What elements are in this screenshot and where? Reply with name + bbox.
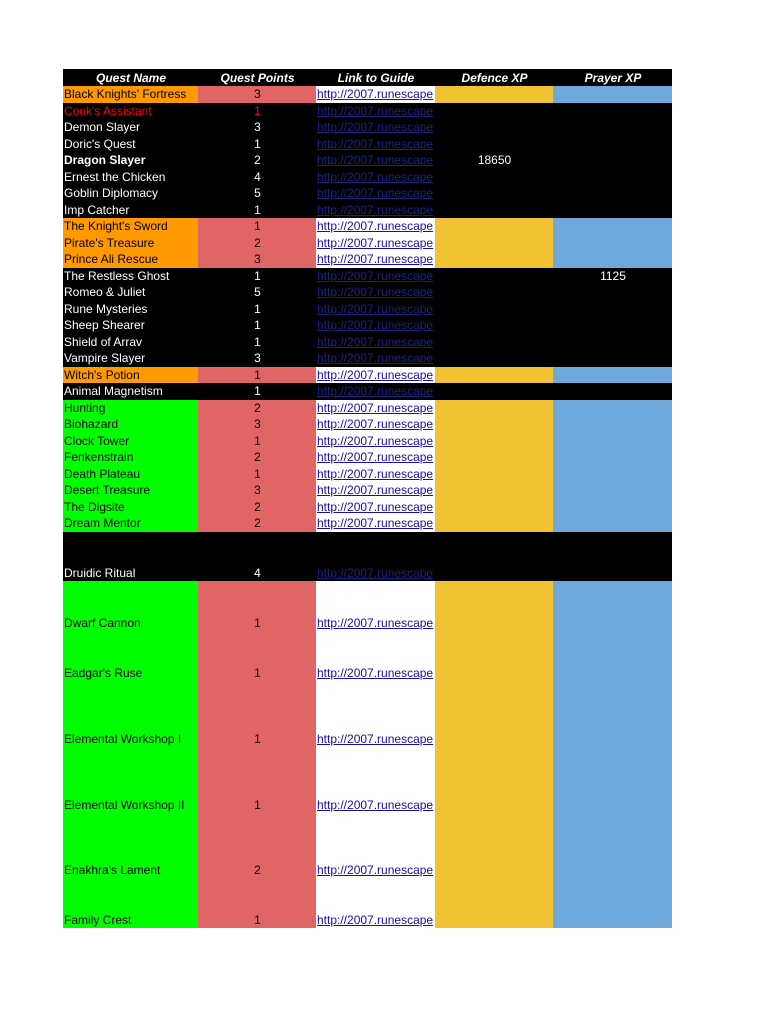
quest-points-cell: 5 bbox=[198, 284, 316, 301]
prayer-xp-cell bbox=[553, 400, 672, 417]
guide-link-cell[interactable] bbox=[316, 631, 435, 681]
table-row bbox=[63, 185, 672, 202]
prayer-xp-cell bbox=[553, 301, 672, 318]
guide-link[interactable]: http://2007.runescape bbox=[317, 433, 434, 448]
quest-name-cell: Death Plateau bbox=[63, 466, 198, 483]
header-link-to-guide: Link to Guide bbox=[316, 69, 435, 86]
guide-link-cell[interactable] bbox=[316, 747, 435, 813]
table-row bbox=[63, 532, 672, 581]
guide-link[interactable]: http://2007.runescape bbox=[317, 516, 434, 531]
defence-xp-cell bbox=[435, 136, 553, 153]
guide-link[interactable]: http://2007.runescape bbox=[317, 235, 434, 250]
table-row bbox=[63, 466, 672, 483]
quest-points-cell: 3 bbox=[198, 119, 316, 136]
defence-xp-cell bbox=[435, 367, 553, 384]
guide-link-cell[interactable] bbox=[316, 119, 435, 136]
quest-points-cell: 4 bbox=[198, 169, 316, 186]
quest-points-cell: 3 bbox=[198, 86, 316, 103]
guide-link[interactable]: http://2007.runescape bbox=[317, 252, 434, 267]
table-row bbox=[63, 416, 672, 433]
table-row bbox=[63, 631, 672, 681]
guide-link[interactable]: http://2007.runescape bbox=[317, 186, 434, 201]
guide-link-cell[interactable] bbox=[316, 416, 435, 433]
defence-xp-cell bbox=[435, 235, 553, 252]
quest-points-cell: 3 bbox=[198, 416, 316, 433]
prayer-xp-cell bbox=[553, 416, 672, 433]
quest-points-cell: 1 bbox=[198, 268, 316, 285]
quest-points-cell: 1 bbox=[198, 681, 316, 747]
guide-link-cell[interactable] bbox=[316, 878, 435, 928]
table-row bbox=[63, 103, 672, 120]
table-row bbox=[63, 334, 672, 351]
quest-points-cell: 3 bbox=[198, 482, 316, 499]
prayer-xp-cell bbox=[553, 482, 672, 499]
guide-link-cell[interactable] bbox=[316, 383, 435, 400]
quest-name-cell: Rune Mysteries bbox=[63, 301, 198, 318]
quest-name-cell: The Restless Ghost bbox=[63, 268, 198, 285]
quest-points-cell: 1 bbox=[198, 581, 316, 631]
prayer-xp-cell bbox=[553, 681, 672, 747]
guide-link-cell[interactable] bbox=[316, 581, 435, 631]
prayer-xp-cell bbox=[553, 202, 672, 219]
guide-link-cell[interactable] bbox=[316, 515, 435, 532]
defence-xp-cell bbox=[435, 383, 553, 400]
quest-points-cell: 2 bbox=[198, 235, 316, 252]
quest-name-cell: Family Crest bbox=[63, 878, 198, 928]
defence-xp-cell bbox=[435, 251, 553, 268]
quest-name-cell: Animal Magnetism bbox=[63, 383, 198, 400]
quest-name-cell: Witch's Potion bbox=[63, 367, 198, 384]
quest-points-cell: 4 bbox=[198, 532, 316, 581]
prayer-xp-cell bbox=[553, 334, 672, 351]
guide-link-cell[interactable] bbox=[316, 482, 435, 499]
quest-points-cell: 1 bbox=[198, 878, 316, 928]
quest-points-cell: 1 bbox=[198, 103, 316, 120]
defence-xp-cell bbox=[435, 581, 553, 631]
prayer-xp-cell bbox=[553, 383, 672, 400]
prayer-xp-cell bbox=[553, 86, 672, 103]
guide-link-cell[interactable] bbox=[316, 334, 435, 351]
guide-link[interactable]: http://2007.runescape bbox=[317, 87, 434, 102]
quest-name-cell: Black Knights' Fortress bbox=[63, 86, 198, 103]
guide-link-cell[interactable] bbox=[316, 268, 435, 285]
table-row bbox=[63, 268, 672, 285]
quest-points-cell: 1 bbox=[198, 383, 316, 400]
guide-link-cell[interactable] bbox=[316, 350, 435, 367]
prayer-xp-cell bbox=[553, 235, 672, 252]
quest-points-cell: 1 bbox=[198, 466, 316, 483]
guide-link-cell[interactable] bbox=[316, 532, 435, 581]
guide-link-cell[interactable] bbox=[316, 400, 435, 417]
prayer-xp-cell bbox=[553, 185, 672, 202]
guide-link[interactable]: http://2007.runescape bbox=[317, 483, 434, 498]
defence-xp-cell bbox=[435, 103, 553, 120]
quest-points-cell: 1 bbox=[198, 433, 316, 450]
quest-name-cell: The Digsite bbox=[63, 499, 198, 516]
table-row bbox=[63, 499, 672, 516]
quest-name-cell: Dwarf Cannon bbox=[63, 581, 198, 631]
guide-link[interactable]: http://2007.runescape bbox=[317, 466, 434, 481]
defence-xp-cell bbox=[435, 466, 553, 483]
table-row bbox=[63, 152, 672, 169]
guide-link-cell[interactable] bbox=[316, 202, 435, 219]
table-row bbox=[63, 581, 672, 631]
table-row bbox=[63, 515, 672, 532]
prayer-xp-cell bbox=[553, 152, 672, 169]
prayer-xp-cell bbox=[553, 136, 672, 153]
guide-link[interactable]: http://2007.runescape bbox=[317, 797, 434, 812]
defence-xp-cell bbox=[435, 86, 553, 103]
guide-link-cell[interactable] bbox=[316, 681, 435, 747]
header-defence-xp: Defence XP bbox=[435, 69, 553, 86]
defence-xp-cell bbox=[435, 334, 553, 351]
quest-points-cell: 1 bbox=[198, 367, 316, 384]
table-row bbox=[63, 301, 672, 318]
quest-points-cell: 1 bbox=[198, 218, 316, 235]
guide-link-cell[interactable] bbox=[316, 185, 435, 202]
quest-points-cell: 3 bbox=[198, 251, 316, 268]
quest-name-cell: Romeo & Juliet bbox=[63, 284, 198, 301]
guide-link-cell[interactable] bbox=[316, 86, 435, 103]
prayer-xp-cell bbox=[553, 218, 672, 235]
defence-xp-cell bbox=[435, 284, 553, 301]
quest-points-cell: 1 bbox=[198, 317, 316, 334]
quest-points-cell: 5 bbox=[198, 185, 316, 202]
quest-name-cell: Cook's Assistant bbox=[63, 103, 198, 120]
table-row bbox=[63, 383, 672, 400]
defence-xp-cell bbox=[435, 119, 553, 136]
quest-spreadsheet bbox=[63, 69, 672, 928]
quest-points-cell: 2 bbox=[198, 449, 316, 466]
guide-link-cell[interactable] bbox=[316, 301, 435, 318]
prayer-xp-cell bbox=[553, 499, 672, 516]
quest-name-cell: Elemental Workshop II bbox=[63, 747, 198, 813]
header-quest-points: Quest Points bbox=[198, 69, 316, 86]
table-row bbox=[63, 350, 672, 367]
defence-xp-cell bbox=[435, 169, 553, 186]
prayer-xp-cell bbox=[553, 317, 672, 334]
guide-link-cell[interactable] bbox=[316, 169, 435, 186]
guide-link-cell[interactable] bbox=[316, 367, 435, 384]
prayer-xp-cell bbox=[553, 169, 672, 186]
defence-xp-cell bbox=[435, 499, 553, 516]
prayer-xp-cell bbox=[553, 284, 672, 301]
guide-link[interactable]: http://2007.runescape bbox=[317, 351, 434, 366]
guide-link-cell[interactable] bbox=[316, 317, 435, 334]
defence-xp-cell bbox=[435, 416, 553, 433]
guide-link[interactable]: http://2007.runescape bbox=[317, 285, 434, 300]
quest-name-cell: Enakhra's Lament bbox=[63, 813, 198, 878]
guide-link-cell[interactable] bbox=[316, 218, 435, 235]
guide-link-cell[interactable] bbox=[316, 284, 435, 301]
quest-name-cell: Shield of Arrav bbox=[63, 334, 198, 351]
prayer-xp-cell: 1125 bbox=[553, 268, 672, 285]
guide-link[interactable]: http://2007.runescape bbox=[317, 731, 434, 746]
table-row bbox=[63, 86, 672, 103]
defence-xp-cell bbox=[435, 482, 553, 499]
quest-name-cell: Prince Ali Rescue bbox=[63, 251, 198, 268]
table-row bbox=[63, 433, 672, 450]
prayer-xp-cell bbox=[553, 449, 672, 466]
prayer-xp-cell bbox=[553, 251, 672, 268]
defence-xp-cell bbox=[435, 350, 553, 367]
quest-points-cell: 1 bbox=[198, 136, 316, 153]
quest-points-cell: 1 bbox=[198, 334, 316, 351]
quest-name-cell: Pirate's Treasure bbox=[63, 235, 198, 252]
defence-xp-cell bbox=[435, 185, 553, 202]
guide-link[interactable]: http://2007.runescape bbox=[317, 219, 434, 234]
table-row bbox=[63, 202, 672, 219]
quest-points-cell: 2 bbox=[198, 515, 316, 532]
guide-link[interactable]: http://2007.runescape bbox=[317, 615, 434, 630]
quest-name-cell: Dragon Slayer bbox=[63, 152, 198, 169]
quest-name-cell: Imp Catcher bbox=[63, 202, 198, 219]
guide-link[interactable]: http://2007.runescape bbox=[317, 202, 434, 217]
quest-points-cell: 3 bbox=[198, 350, 316, 367]
guide-link-cell[interactable] bbox=[316, 499, 435, 516]
defence-xp-cell bbox=[435, 218, 553, 235]
quest-name-cell: Druidic Ritual bbox=[63, 532, 198, 581]
quest-name-cell: Clock Tower bbox=[63, 433, 198, 450]
guide-link-cell[interactable] bbox=[316, 449, 435, 466]
quest-name-cell: Goblin Diplomacy bbox=[63, 185, 198, 202]
guide-link[interactable]: http://2007.runescape bbox=[317, 334, 434, 349]
guide-link[interactable]: http://2007.runescape bbox=[317, 136, 434, 151]
quest-name-cell: Ernest the Chicken bbox=[63, 169, 198, 186]
quest-name-cell: Elemental Workshop I bbox=[63, 681, 198, 747]
defence-xp-cell bbox=[435, 631, 553, 681]
table-row bbox=[63, 482, 672, 499]
table-row bbox=[63, 747, 672, 813]
guide-link[interactable]: http://2007.runescape bbox=[317, 301, 434, 316]
defence-xp-cell bbox=[435, 433, 553, 450]
prayer-xp-cell bbox=[553, 466, 672, 483]
table-row bbox=[63, 813, 672, 878]
prayer-xp-cell bbox=[553, 813, 672, 878]
guide-link-cell[interactable] bbox=[316, 466, 435, 483]
quest-name-cell: Dream Mentor bbox=[63, 515, 198, 532]
table-row bbox=[63, 878, 672, 928]
quest-points-cell: 1 bbox=[198, 301, 316, 318]
guide-link[interactable]: http://2007.runescape bbox=[317, 268, 434, 283]
defence-xp-cell bbox=[435, 747, 553, 813]
table-row bbox=[63, 136, 672, 153]
guide-link[interactable]: http://2007.runescape bbox=[317, 499, 434, 514]
defence-xp-cell bbox=[435, 515, 553, 532]
quest-name-cell: Desert Treasure bbox=[63, 482, 198, 499]
prayer-xp-cell bbox=[553, 103, 672, 120]
table-row bbox=[63, 235, 672, 252]
quest-points-cell: 1 bbox=[198, 747, 316, 813]
guide-link[interactable]: http://2007.runescape bbox=[317, 384, 434, 399]
guide-link[interactable]: http://2007.runescape bbox=[317, 169, 434, 184]
quest-points-cell: 2 bbox=[198, 400, 316, 417]
quest-name-cell: Vampire Slayer bbox=[63, 350, 198, 367]
header-quest-name: Quest Name bbox=[63, 69, 198, 86]
table-row bbox=[63, 251, 672, 268]
quest-points-cell: 1 bbox=[198, 202, 316, 219]
quest-name-cell: Hunting bbox=[63, 400, 198, 417]
guide-link[interactable]: http://2007.runescape bbox=[317, 367, 434, 382]
quest-name-cell: Doric's Quest bbox=[63, 136, 198, 153]
defence-xp-cell bbox=[435, 813, 553, 878]
guide-link-cell[interactable] bbox=[316, 136, 435, 153]
table-row bbox=[63, 317, 672, 334]
table-row bbox=[63, 169, 672, 186]
prayer-xp-cell bbox=[553, 367, 672, 384]
table-row bbox=[63, 284, 672, 301]
guide-link[interactable]: http://2007.runescape bbox=[317, 400, 434, 415]
defence-xp-cell bbox=[435, 400, 553, 417]
prayer-xp-cell bbox=[553, 515, 672, 532]
guide-link-cell[interactable] bbox=[316, 813, 435, 878]
defence-xp-cell bbox=[435, 301, 553, 318]
prayer-xp-cell bbox=[553, 532, 672, 581]
guide-link-cell[interactable] bbox=[316, 103, 435, 120]
quest-name-cell: Sheep Shearer bbox=[63, 317, 198, 334]
guide-link[interactable]: http://2007.runescape bbox=[317, 912, 434, 927]
prayer-xp-cell bbox=[553, 350, 672, 367]
defence-xp-cell: 18650 bbox=[435, 152, 553, 169]
guide-link[interactable]: http://2007.runescape bbox=[317, 417, 434, 432]
guide-link[interactable]: http://2007.runescape bbox=[317, 318, 434, 333]
quest-points-cell: 1 bbox=[198, 631, 316, 681]
guide-link[interactable]: http://2007.runescape bbox=[317, 565, 434, 580]
prayer-xp-cell bbox=[553, 631, 672, 681]
table-row bbox=[63, 681, 672, 747]
guide-link[interactable]: http://2007.runescape bbox=[317, 153, 434, 168]
quest-points-cell: 2 bbox=[198, 813, 316, 878]
guide-link[interactable]: http://2007.runescape bbox=[317, 120, 434, 135]
guide-link-cell[interactable] bbox=[316, 251, 435, 268]
guide-link[interactable]: http://2007.runescape bbox=[317, 450, 434, 465]
prayer-xp-cell bbox=[553, 119, 672, 136]
prayer-xp-cell bbox=[553, 581, 672, 631]
header-prayer-xp: Prayer XP bbox=[553, 69, 672, 86]
guide-link-cell[interactable] bbox=[316, 235, 435, 252]
guide-link[interactable]: http://2007.runescape bbox=[317, 103, 434, 118]
table-row bbox=[63, 400, 672, 417]
defence-xp-cell bbox=[435, 449, 553, 466]
table-row bbox=[63, 367, 672, 384]
quest-name-cell: Eadgar's Ruse bbox=[63, 631, 198, 681]
defence-xp-cell bbox=[435, 681, 553, 747]
quest-name-cell: The Knight's Sword bbox=[63, 218, 198, 235]
defence-xp-cell bbox=[435, 532, 553, 581]
header-row bbox=[63, 69, 672, 86]
quest-name-cell: Demon Slayer bbox=[63, 119, 198, 136]
quest-name-cell: Fenkenstrain bbox=[63, 449, 198, 466]
defence-xp-cell bbox=[435, 268, 553, 285]
quest-name-cell: Biohazard bbox=[63, 416, 198, 433]
defence-xp-cell bbox=[435, 878, 553, 928]
defence-xp-cell bbox=[435, 317, 553, 334]
defence-xp-cell bbox=[435, 202, 553, 219]
table-row bbox=[63, 449, 672, 466]
guide-link-cell[interactable] bbox=[316, 433, 435, 450]
quest-points-cell: 2 bbox=[198, 499, 316, 516]
prayer-xp-cell bbox=[553, 433, 672, 450]
guide-link-cell[interactable] bbox=[316, 152, 435, 169]
prayer-xp-cell bbox=[553, 747, 672, 813]
table-row bbox=[63, 119, 672, 136]
table-row bbox=[63, 218, 672, 235]
prayer-xp-cell bbox=[553, 878, 672, 928]
quest-points-cell: 2 bbox=[198, 152, 316, 169]
guide-link[interactable]: http://2007.runescape bbox=[317, 665, 434, 680]
guide-link[interactable]: http://2007.runescape bbox=[317, 862, 434, 877]
